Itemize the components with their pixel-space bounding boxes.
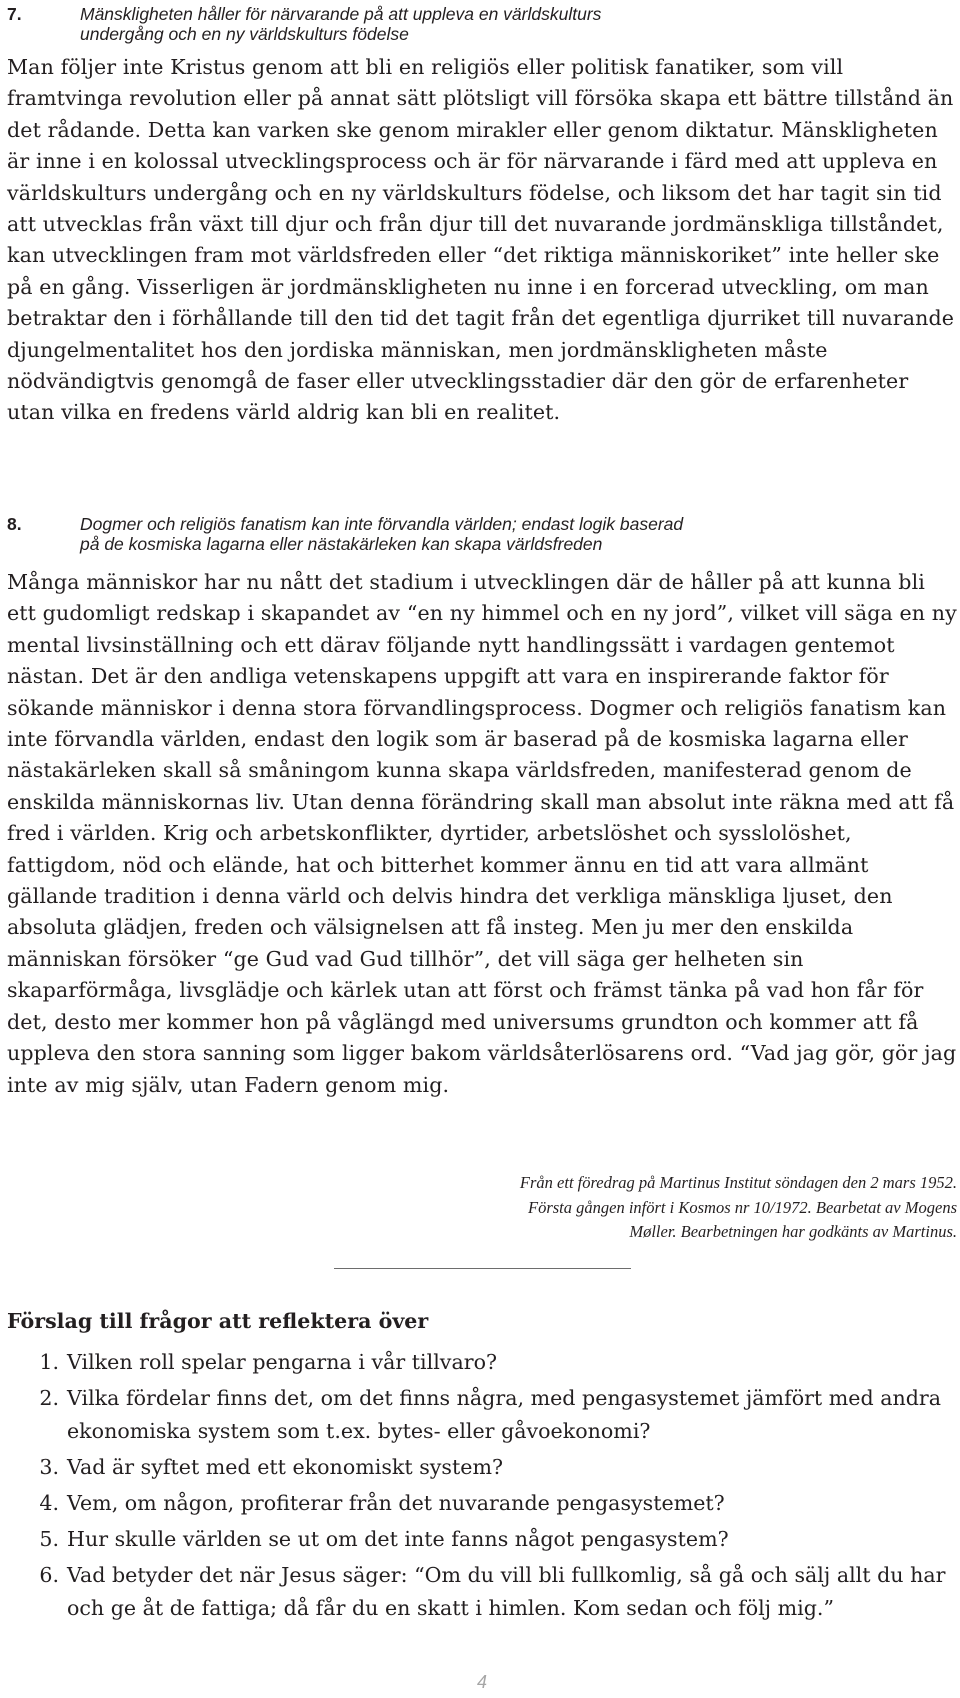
section-title: Dogmer och religiös fanatism kan inte förvandla världen; endast logik baserad på de kosmiska lagarna eller nästakärleken kan skapa världsfreden	[80, 514, 684, 554]
list-item	[7, 1382, 957, 1448]
list-item	[7, 1451, 957, 1484]
question-number: 5.	[39, 1527, 59, 1551]
section-title: Mänskligheten håller för närvarande på att uppleva en världskulturs undergång och en ny världskulturs födelse	[80, 4, 602, 44]
question-number: 6.	[39, 1563, 59, 1587]
divider-line	[334, 1268, 631, 1269]
list-item	[7, 1487, 957, 1520]
questions-list	[7, 1346, 957, 1628]
section-body-8: Många människor har nu nått det stadium i utvecklingen där de håller på att kunna bli ett gudomligt redskap i skapandet av “en ny himmel och en ny jord”, vilket vill säga en ny mental livsinställning och ett därav följande nytt handlingssätt i vardagen gentemot nästan. Det är den andliga vetenskapens uppgift att vara en inspirerande faktor för sökande människor i denna stora förvandlingsprocess. Dogmer och religiös fanatism kan inte förvandla världen, endast den logik som är baserad på de kosmiska lagarna eller nästakärleken skall så småningom kunna skapa världsfreden, manifesterad genom de enskilda människornas liv. Utan denna förändring skall man absolut inte räkna med att få fred i världen. Krig och arbetskonflikter, dyrtider, arbetslöshet och sysslolöshet, fattigdom, nöd och elände, hat och bitterhet kommer ännu en tid att vara allmänt gällande tradition i denna värld och delvis hindra det verkliga mänskliga ljuset, den absoluta glädjen, freden och välsignelsen att få insteg. Men ju mer den enskilda människan försöker “ge Gud vad Gud tillhör”, det vill säga ger helheten sin skaparförmåga, livsglädje och kärlek utan att först och främst tänka på vad hon får för det, desto mer kommer hon på våglängd med universums grundton och kommer att få uppleva den stora sanning som ligger bakom världsåterlösarens ord. “Vad jag gör, gör jag inte av mig själv, utan Fadern genom mig.	[7, 570, 957, 1097]
question-number: 1.	[39, 1350, 59, 1374]
question-text: Vilken roll spelar pengarna i vår tillvaro?	[67, 1350, 498, 1374]
section-number: 8.	[7, 514, 22, 534]
list-item	[7, 1346, 957, 1379]
question-number: 2.	[39, 1386, 59, 1410]
section-heading-8	[7, 514, 683, 554]
page-number: 4	[477, 1672, 488, 1692]
source-note	[357, 1171, 957, 1245]
source-note-line: Första gången infört i Kosmos nr 10/1972. Bearbetat av Mogens	[528, 1197, 957, 1217]
source-note-line: Møller. Bearbetningen har godkänts av Martinus.	[629, 1222, 957, 1241]
question-text: Vilka fördelar finns det, om det finns några, med pengasystemet jämfört med andra ekonomiska system som t.ex. bytes- eller gåvoekonomi?	[67, 1386, 942, 1443]
question-text: Hur skulle världen se ut om det inte fanns något pengasystem?	[67, 1527, 729, 1551]
section-heading-7	[7, 4, 601, 44]
list-item	[7, 1523, 957, 1556]
list-item	[7, 1559, 957, 1625]
question-text: Vad är syftet med ett ekonomiskt system?	[67, 1455, 504, 1479]
section-body-7: Man följer inte Kristus genom att bli en religiös eller politisk fanatiker, som vill framtvinga revolution eller på annat sätt plötsligt vill försöka skapa ett bättre tillstånd än det rådande. Detta kan varken ske genom mirakler eller genom diktatur. Mänskligheten är inne i en kolossal utvecklingsprocess och är för närvarande i färd med att uppleva en världskulturs undergång och en ny världskulturs födelse, och liksom det har tagit sin tid att utvecklas från växt till djur och från djur till det nuvarande jordmänskliga tillståndet, kan utvecklingen fram mot världsfreden eller “det riktiga människoriket” inte heller ske på en gång. Visserligen är jordmänskligheten nu inne i en forcerad utveckling, om man betraktar den i förhållande till den tid det tagit från det egentliga djurriket till nuvarande djungelmentalitet hos den jordiska människan, men jordmänskligheten måste nödvändigtvis genomgå de faser eller utvecklingsstadier där den gör de erfarenheter utan vilka en fredens värld aldrig kan bli en realitet.	[7, 55, 955, 425]
section-number: 7.	[7, 4, 22, 24]
source-note-line: Från ett föredrag på Martinus Institut söndagen den 2 mars 1952.	[519, 1173, 957, 1192]
question-text: Vad betyder det när Jesus säger: “Om du vill bli fullkomlig, så gå och sälj allt du har och ge åt de fattiga; då får du en skatt i himlen. Kom sedan och följ mig.”	[67, 1563, 946, 1620]
question-number: 3.	[39, 1455, 59, 1479]
question-number: 4.	[39, 1491, 59, 1515]
questions-heading: Förslag till frågor att reflektera över	[7, 1309, 429, 1333]
question-text: Vem, om någon, profiterar från det nuvarande pengasystemet?	[67, 1491, 725, 1515]
